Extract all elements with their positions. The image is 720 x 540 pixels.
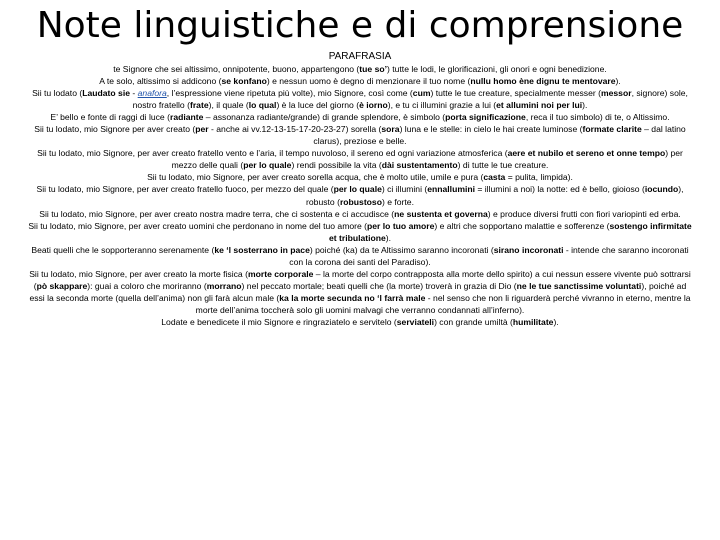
text-run: ) tutte le lodi, le glorificazioni, gli onori e ogni benedizione. — [387, 64, 607, 74]
original-term: nullu homo ène dignu te mentovare — [470, 76, 616, 87]
original-term: ne le tue sanctissime voluntati — [516, 280, 642, 291]
text-run: ) e forte. — [381, 196, 414, 207]
text-run: ) di tutte le tue creature. — [457, 160, 549, 171]
text-run: ) nel peccato mortale; beati quelli che (la morte) troverà in grazia di Dio ( — [241, 280, 517, 291]
text-run: Lodate e benedicete il mio Signore e ringraziatelo e servitelo ( — [161, 316, 397, 327]
original-term: robustoso — [339, 196, 382, 207]
original-term: per lo quale — [333, 184, 382, 195]
original-term: serviateli — [396, 316, 435, 327]
text-run: te Signore che sei altissimo, onnipotente, buono, appartengono ( — [113, 64, 360, 74]
original-term: lo qual — [248, 100, 277, 111]
text-run: ) è la luce del giorno ( — [276, 100, 360, 111]
text-run: A te solo, altissimo si addicono ( — [99, 76, 222, 87]
text-run: ) rendi possibile la vita ( — [291, 160, 382, 171]
original-term: et allumini noi per lui — [496, 100, 583, 111]
text-run: = pulita, limpida). — [505, 172, 573, 183]
text-run: ) e altri che sopportano malattie e sofferenze ( — [434, 220, 610, 231]
original-term: sora — [381, 124, 400, 135]
text-run: ) poiché (ka) da te Altissimo saranno incoronati ( — [309, 244, 494, 255]
original-term: per lo quale — [243, 160, 292, 171]
original-term: formate clarite — [582, 124, 642, 135]
original-term: dài sustentamento — [381, 160, 458, 171]
original-term: ne sustenta et governa — [394, 208, 488, 219]
text-run: ). — [553, 316, 559, 327]
term-link[interactable]: anafora — [137, 88, 167, 99]
text-run: - intende che saranno incoronati con la corona dei santi del Paradiso). — [289, 244, 689, 267]
original-term: se konfano — [221, 76, 267, 87]
original-term: morrano — [206, 280, 242, 291]
text-run: ), il quale ( — [208, 100, 249, 111]
paragraph — [28, 147, 692, 171]
text-run: Sii tu lodato, mio Signore, per aver creato fratello vento e l’aria, il tempo nuvoloso, il sereno ed ogni variazione atmosferica ( — [37, 148, 508, 159]
text-run: ): guai a coloro che moriranno ( — [87, 280, 207, 291]
text-run: - nel senso che non li riguarderà perché vivranno in eterno, mentre la morte dell’anima toccherà solo gli uomini malvagi che verranno condannati all’inferno). — [195, 292, 691, 315]
original-term: è iorno — [359, 100, 388, 111]
text-run: - — [130, 88, 138, 99]
original-term: morte corporale — [247, 268, 314, 279]
text-run: , reca il tuo simbolo) di te, o Altissimo. — [525, 112, 670, 123]
original-term: messor — [600, 88, 632, 99]
original-term: per — [195, 124, 209, 135]
original-term: per lo tuo amore — [367, 220, 435, 231]
original-term: ke ‘l sosterrano in pace — [214, 244, 310, 255]
text-run: ) con grande umiltà ( — [434, 316, 513, 327]
paragraph — [28, 171, 692, 183]
text-run: ). — [615, 76, 621, 87]
original-term: cum — [412, 88, 431, 99]
text-run: Sii tu lodato, mio Signore, per aver creato nostra madre terra, che ci sostenta e ci accudisce ( — [39, 208, 395, 219]
text-run: - anche ai vv.12-13-15-17-20-23-27) sorella ( — [208, 124, 382, 135]
text-run: E’ bello e fonte di raggi di luce ( — [50, 112, 170, 123]
paragraph — [28, 220, 692, 244]
paragraph — [28, 268, 692, 316]
original-term: ennallumini — [427, 184, 475, 195]
original-term: tue so’ — [359, 64, 387, 74]
text-run: – la morte del corpo contrapposta alla morte dello spirito) a cui nessun essere vivente può sottrarsi ( — [33, 268, 691, 291]
paragraph — [28, 63, 692, 75]
text-run: , l’espressione viene ripetuta più volte), mio Signore, così come ( — [166, 88, 413, 99]
original-term: humilitate — [512, 316, 554, 327]
text-run: ), e tu ci illumini grazie a lui ( — [387, 100, 497, 111]
original-term: pò skappare — [36, 280, 88, 291]
original-term: frate — [189, 100, 209, 111]
slide-title: Note linguistiche e di comprensione — [36, 5, 684, 46]
text-run: ) tutte le tue creature, specialmente messer ( — [430, 88, 601, 99]
original-term: Laudato sie — [82, 88, 130, 99]
text-run: Sii tu lodato ( — [32, 88, 83, 99]
text-run: Sii tu lodato, mio Signore, per aver creato sorella acqua, che è molto utile, umile e pura ( — [147, 172, 484, 183]
original-term: iocundo — [644, 184, 679, 195]
text-run: ) e produce diversi frutti con fiori variopinti ed erba. — [487, 208, 681, 219]
original-term: porta significazione — [445, 112, 526, 123]
paragraph — [28, 316, 692, 328]
text-run: – dal latino clarus), preziose e belle. — [313, 124, 686, 147]
text-run: ). — [582, 100, 588, 111]
paragraph — [28, 244, 692, 268]
text-run: Sii tu lodato, mio Signore, per aver creato fratello fuoco, per mezzo del quale ( — [36, 184, 334, 195]
original-term: sirano incoronati — [493, 244, 564, 255]
paragraph — [28, 208, 692, 220]
text-run: ) per mezzo delle quali ( — [171, 148, 683, 171]
original-term: radiante — [169, 112, 204, 123]
original-term: ka la morte secunda no ‘l farrà male — [279, 292, 426, 303]
text-run: Sii tu lodato, mio Signore, per aver creato la morte fisica ( — [29, 268, 248, 279]
text-run: – assonanza radiante/grande) di grande splendore, è simbolo ( — [203, 112, 446, 123]
original-term: aere et nubilo et sereno et onne tempo — [507, 148, 666, 159]
paragraph — [28, 75, 692, 87]
text-run: ), poiché ad essi la seconda morte (quella dell’anima) non gli farà alcun male ( — [29, 280, 687, 303]
text-run: ) e nessun uomo è degno di menzionare il tuo nome ( — [266, 76, 471, 87]
paragraph — [28, 123, 692, 147]
text-run: ). — [385, 232, 392, 243]
text-run: ), robusto ( — [306, 184, 684, 207]
original-term: sostengo infirmitate et tribulatione — [328, 220, 692, 243]
text-run: Beati quelli che le sopporteranno serenamente ( — [31, 244, 215, 255]
paragraph — [28, 111, 692, 123]
text-run: Sii tu lodato, mio Signore, per aver creato uomini che perdonano in nome del tuo amore ( — [28, 220, 368, 231]
text-run: ) luna e le stelle: in cielo le hai create luminose ( — [399, 124, 583, 135]
original-term: casta — [483, 172, 506, 183]
paragraph — [28, 87, 692, 111]
section-heading: PARAFRASIA — [328, 51, 392, 62]
text-run: ) ci illumini ( — [381, 184, 428, 195]
text-run: Sii tu lodato, mio Signore per aver creato ( — [34, 124, 196, 135]
paraphrase-body — [28, 63, 692, 328]
text-run: , signore) sole, nostro fratello ( — [132, 88, 688, 111]
text-run: = illumini a noi) la notte: ed è bello, gioioso ( — [474, 184, 645, 195]
paragraph — [28, 183, 692, 207]
